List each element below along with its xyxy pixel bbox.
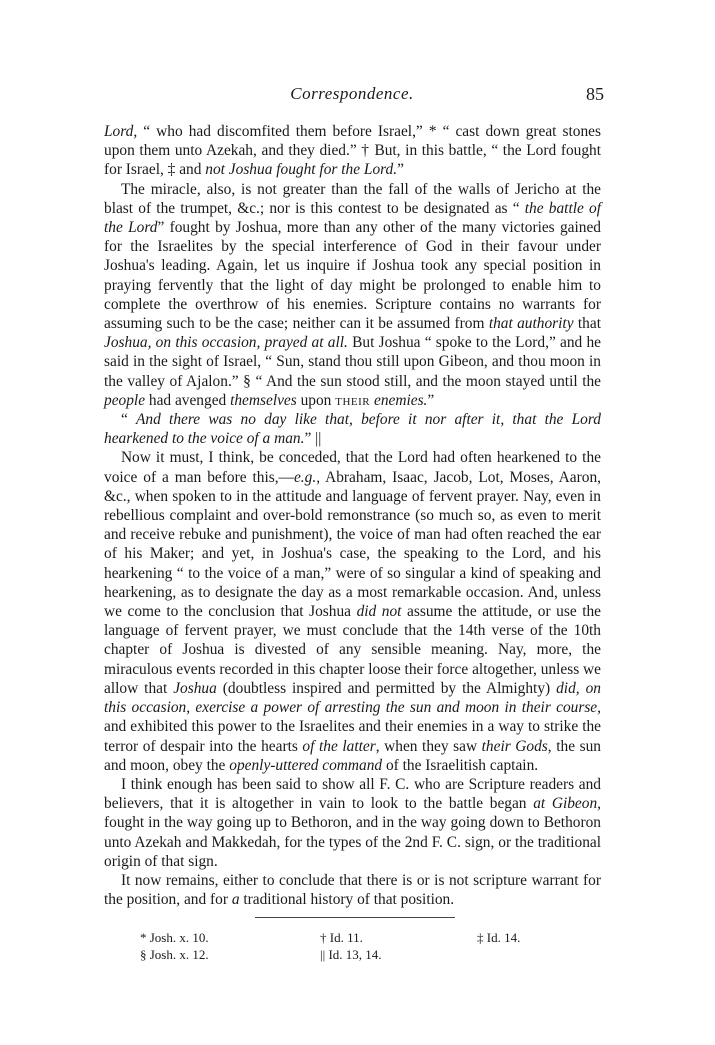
text-run: , when they saw — [375, 737, 482, 755]
footnote: ‡ Id. 14. — [477, 930, 521, 945]
footnote-row — [140, 946, 580, 963]
text-run: ” — [427, 391, 435, 409]
text-run: (doubtless inspired and permitted by the Almighty) — [216, 679, 557, 697]
text-run: fought in the way going up to Bethoron, and in the way going down to Bethoron unto Azekah and Makkedah, for the types of the 2nd F. C. sign, or the traditional origin of that sign. — [104, 814, 601, 870]
italic-text: themselves — [230, 391, 297, 409]
small-caps-text: their — [335, 391, 371, 409]
italic-text: e.g. — [293, 468, 317, 486]
text-run: ” fought by Joshua, more than any other of the many victories gained for the Israelites by the special interference of God in their favour under Joshua's leading. Again, let us inquire if Joshua took any special position in praying fervently that the light of day might be prolonged to enable him to complete the overthrow of his enemies. Scripture contains no warrants for assuming such to be the case; neither can it be assumed from — [104, 219, 601, 333]
text-run: Now it must, I think, be conceded, that the Lord had often hearkened to the voice of a man before this,— — [104, 449, 601, 486]
italic-text: the battle of the Lord — [104, 199, 601, 237]
text-run: traditional history of that position. — [239, 891, 455, 909]
paragraph — [104, 775, 601, 871]
footnote: † Id. 11. — [320, 930, 363, 945]
italic-text: their Gods — [481, 737, 548, 755]
paragraph — [104, 122, 601, 180]
footnote: § Josh. x. 12. — [140, 947, 209, 962]
italic-text: enemies. — [373, 391, 428, 409]
italic-text: did, on this occasion, exercise a power of arresting the sun and moon in their course, — [104, 679, 601, 717]
running-header — [100, 84, 604, 106]
italic-text: Joshua, on this occasion, prayed at all. — [104, 334, 348, 352]
italic-text: Lord, — [104, 123, 138, 140]
text-run: that — [573, 315, 601, 333]
paragraph — [104, 448, 601, 774]
paragraph — [104, 871, 601, 909]
italic-text: of the latter — [302, 737, 376, 755]
italic-text: Joshua — [173, 679, 217, 697]
text-run: I think enough has been said to show all F. C. who are Scripture readers and believers, that it is altogether in vain to look to the battle began — [104, 775, 601, 813]
body-text — [104, 122, 601, 909]
footnote-rule — [255, 917, 455, 918]
text-run: and exhibited this power to the Israelites and their enemies in a way to strike the terror of despair into the hearts — [104, 718, 601, 755]
italic-text: openly-uttered command — [229, 756, 383, 774]
text-run: “ — [120, 411, 137, 429]
running-title: Correspondence. — [290, 84, 414, 103]
italic-text: not Joshua fought for the Lord. — [205, 161, 398, 179]
text-run: of the Israelitish captain. — [382, 756, 539, 774]
text-run: The miracle, also, is not greater than the fall of the walls of Jericho at the blast of the trumpet, &c.; nor is this contest to be designated as “ — [104, 180, 601, 217]
text-run: But Joshua “ spoke to the Lord,” and he said in the sight of Israel, “ Sun, stand thou still upon Gibeon, and thou moon in the valley of Ajalon.” § “ And the sun stood still, and the moon stayed until the — [104, 334, 601, 390]
paragraph — [104, 410, 601, 448]
footnote-row — [140, 929, 580, 946]
italic-text: a — [231, 891, 240, 909]
page-number: 85 — [586, 84, 604, 104]
italic-text: did not — [356, 603, 402, 621]
footnote: * Josh. x. 10. — [140, 930, 209, 945]
italic-text: at Gibeon, — [533, 795, 601, 813]
text-run: had avenged — [145, 391, 231, 409]
italic-text: that authority — [488, 315, 574, 333]
text-run: “ who had discomfited them before Israel,” * “ cast down great stones upon them unto Azekah, and they died.” † But, in this battle, “ the Lord fought for Israel, ‡ and — [104, 123, 601, 179]
footnote: || Id. 13, 14. — [320, 947, 382, 962]
text-run: , Abraham, Isaac, Jacob, Lot, Moses, Aaron, &c., when spoken to in the attitude and language of fervent prayer. Nay, even in rebellious complaint and over-bold remonstrance (so much so, as even to merit and receive rebuke and punishment), the voice of man had often reached the ear of his Maker; and yet, in Joshua's case, the speaking to the Lord, and his hearkening “ to the voice of a man,” were of so singular a kind of speaking and hearkening, as to designate the day as a most remarkable occasion. And, unless we come to the conclusion that Joshua — [104, 468, 601, 621]
text-run: assume the attitude, or use the language of fervent prayer, we must conclude that the 14th verse of the 10th chapter of Joshua is divested of any sensible meaning. Nay, more, the miraculous events recorded in this chapter loose their force altogether, unless we allow that — [104, 603, 602, 697]
italic-text: And there was no day like that, before it nor after it, that the Lord hearkened to the voice of a man. — [104, 411, 601, 448]
paragraph — [104, 180, 601, 410]
text-run: , the sun and moon, obey the — [104, 737, 601, 774]
footnotes — [140, 929, 580, 963]
italic-text: people — [104, 391, 146, 409]
text-run: upon — [296, 391, 336, 409]
text-run: ” || — [304, 430, 322, 448]
text-run: ” — [397, 161, 404, 179]
text-run: It now remains, either to conclude that there is or is not scripture warrant for the position, and for — [104, 871, 601, 909]
